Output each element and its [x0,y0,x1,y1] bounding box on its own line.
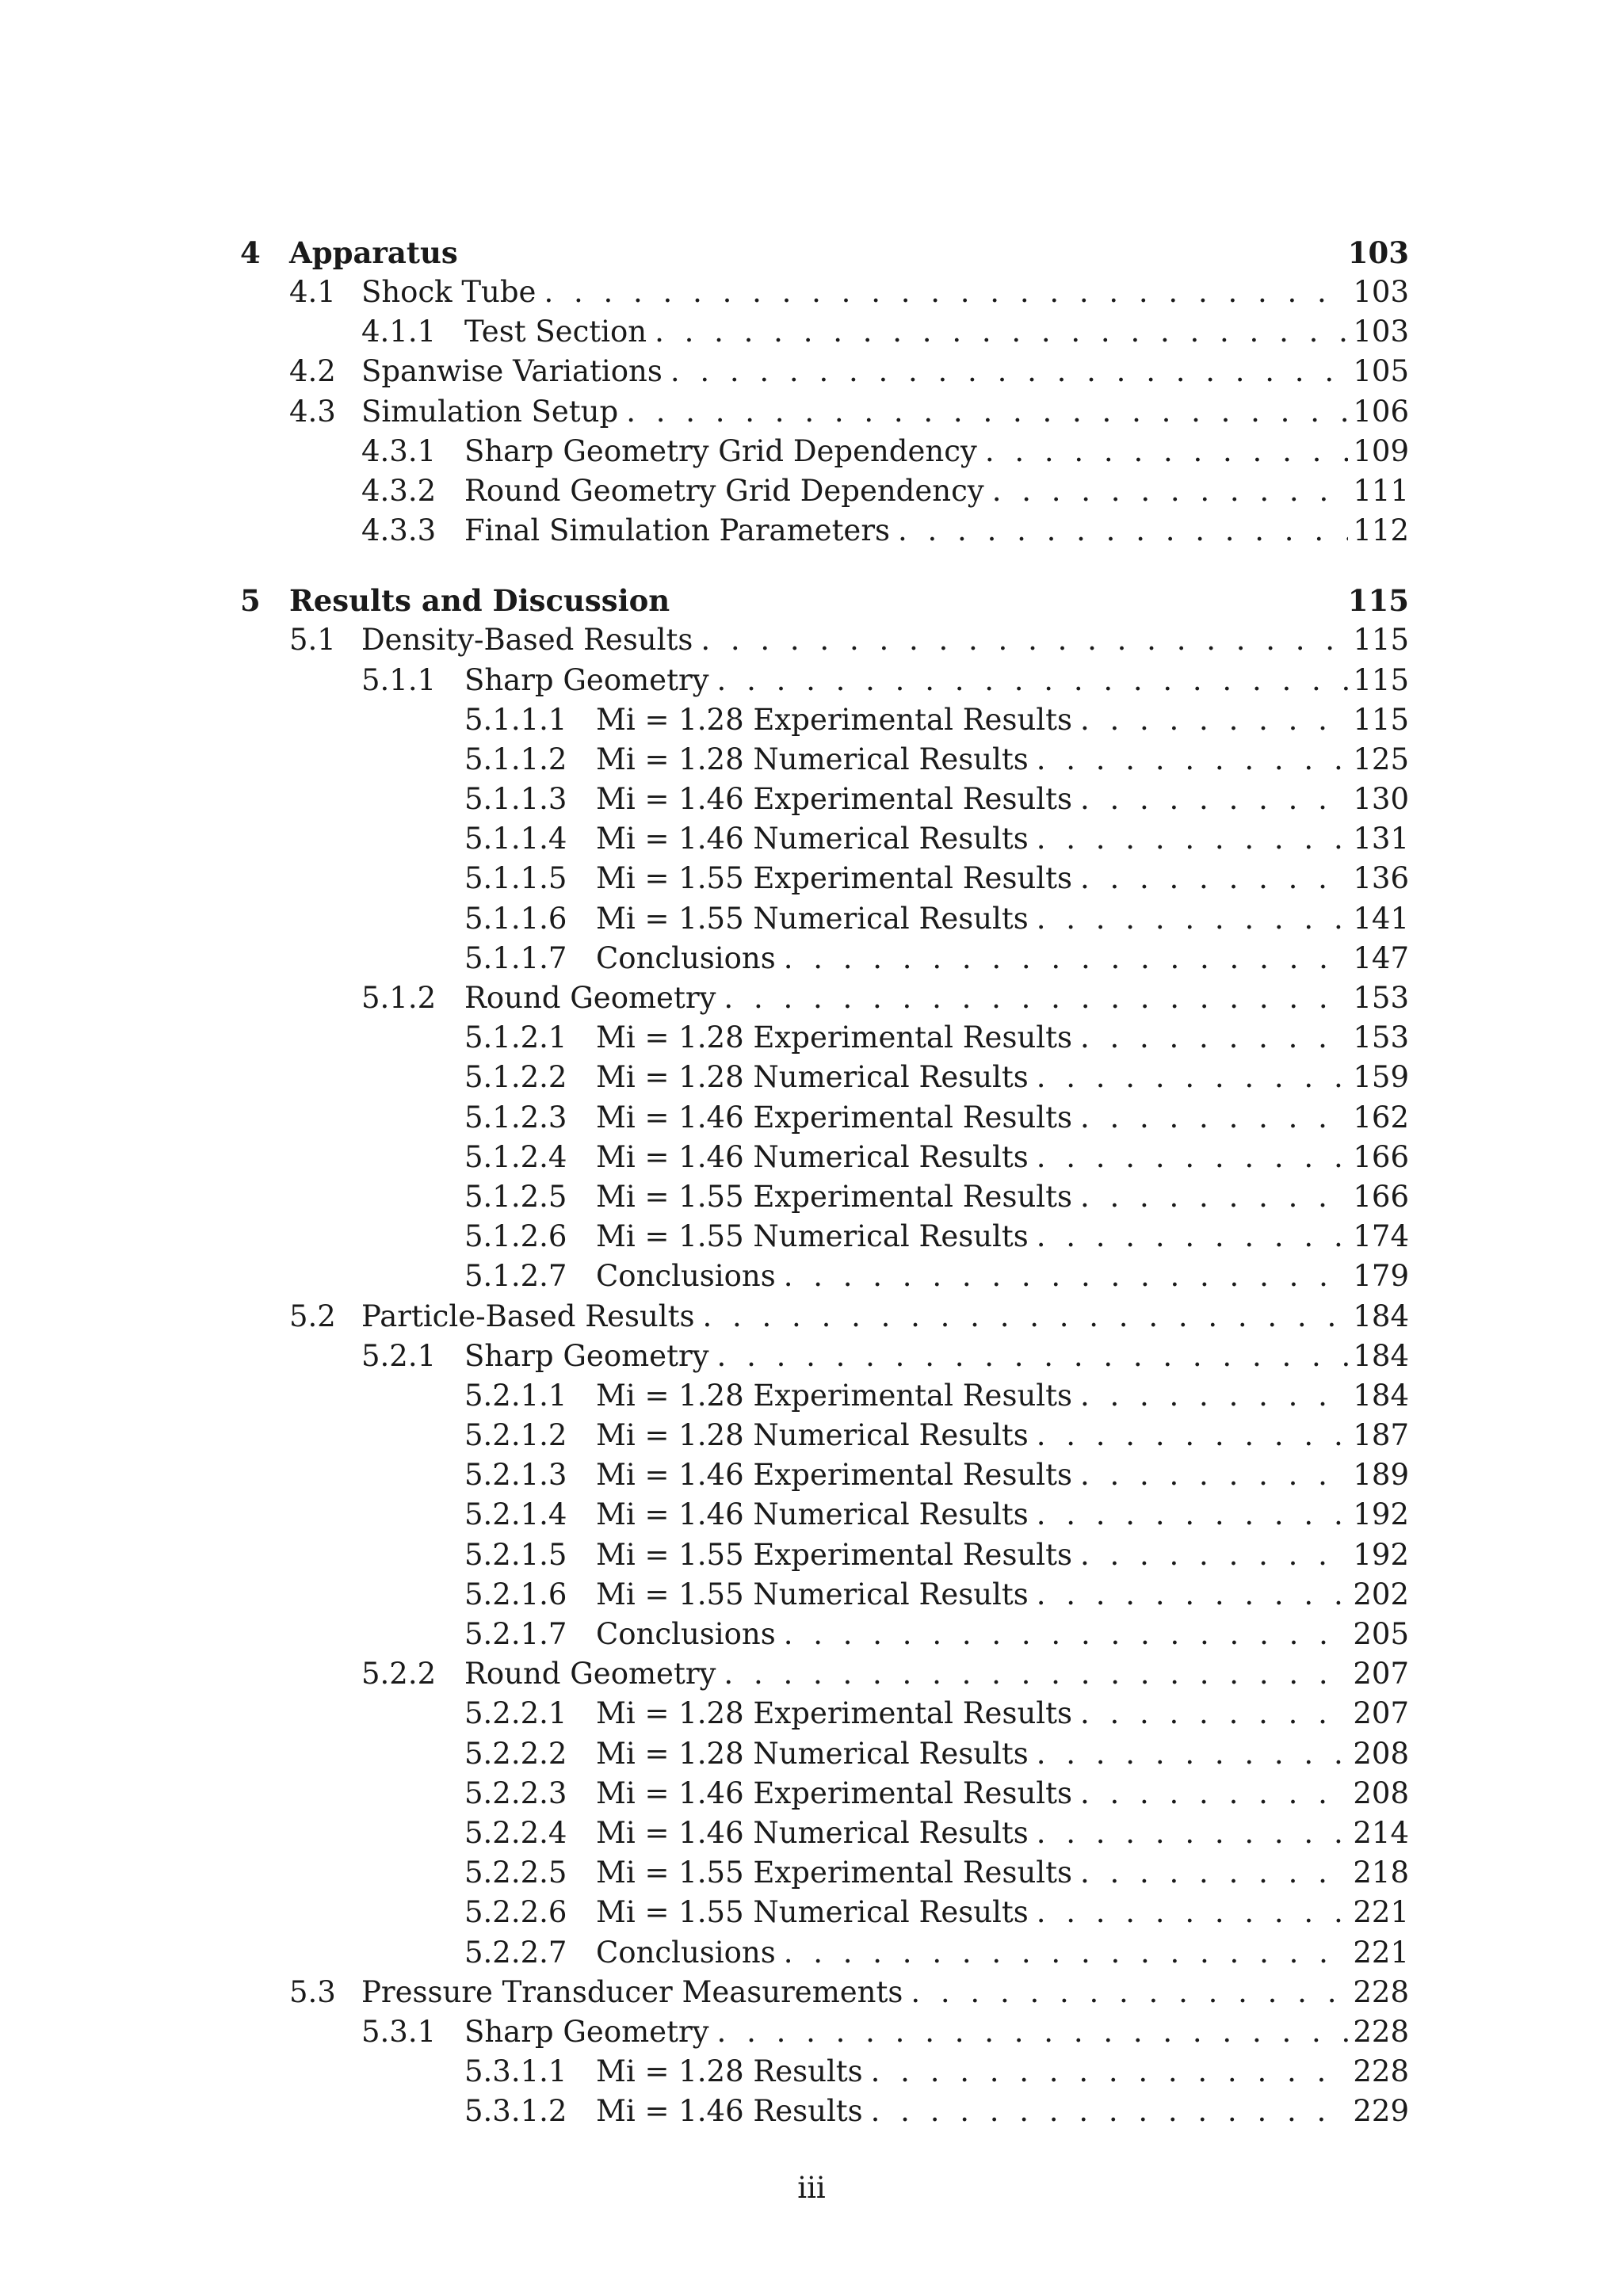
entry-page: 159 [1353,1060,1409,1095]
entry-page: 106 [1353,394,1409,429]
entry-number: 5.1.1.2 [464,742,567,776]
dot-leader [1080,1379,1348,1413]
dot-leader [702,1299,1348,1333]
entry-number: 5.1.1 [361,662,437,697]
entry-page: 202 [1353,1577,1409,1611]
entry-number: 5.2.2.5 [464,1855,567,1890]
dot-leader [544,275,1348,309]
entry-number: 5.1.2.1 [464,1020,567,1055]
entry-number: 4.3.3 [361,513,437,548]
entry-number: 5.2.2.6 [464,1895,567,1930]
dot-leader [1037,742,1349,776]
toc-entry[interactable] [240,1379,1409,1418]
dot-leader [784,1617,1349,1651]
entry-page: 105 [1353,354,1409,389]
entry-title: Mi = 1.28 Experimental Results [596,1696,1072,1731]
toc-entry[interactable] [240,1339,1409,1379]
entry-title: Mi = 1.46 Numerical Results [596,1815,1029,1850]
entry-page: 103 [1353,315,1409,349]
toc-entry[interactable] [240,703,1409,742]
toc-entry[interactable] [240,513,1409,553]
toc-entry[interactable] [240,315,1409,354]
chapter-number: 5 [240,583,261,619]
dot-leader [871,2054,1349,2088]
entry-page: 208 [1353,1775,1409,1810]
dot-leader [717,2015,1349,2049]
entry-number: 5.3.1.1 [464,2054,567,2089]
dot-leader [871,2094,1349,2128]
entry-title: Round Geometry [464,1657,716,1691]
dot-leader [724,981,1348,1015]
dot-leader [1080,1180,1348,1214]
entry-page: 218 [1353,1855,1409,1890]
entry-page: 205 [1353,1617,1409,1651]
entry-number: 5.1.2.2 [464,1060,567,1095]
toc-chapter-heading[interactable] [240,235,1409,275]
toc-entry[interactable] [240,1060,1409,1100]
entry-page: 208 [1353,1736,1409,1771]
toc-entry[interactable] [240,434,1409,474]
toc-entry[interactable] [240,1816,1409,1855]
entry-page: 207 [1353,1657,1409,1691]
entry-title: Mi = 1.28 Numerical Results [596,1736,1029,1771]
dot-leader [717,1339,1349,1373]
entry-page: 228 [1353,2014,1409,2049]
entry-title: Mi = 1.55 Experimental Results [596,1855,1072,1890]
toc-entry[interactable] [240,2094,1409,2134]
dot-leader [898,513,1348,547]
entry-page: 221 [1353,1895,1409,1930]
entry-title: Mi = 1.55 Numerical Results [596,901,1029,936]
entry-page: 221 [1353,1935,1409,1970]
toc-entry[interactable] [240,1737,1409,1776]
entry-title: Conclusions [596,1617,776,1651]
entry-page: 166 [1353,1179,1409,1214]
entry-number: 5.1.1.3 [464,782,567,817]
entry-number: 5.2.2.4 [464,1815,567,1850]
entry-page: 141 [1353,901,1409,936]
entry-number: 5.1.1.7 [464,940,567,975]
toc-entry[interactable] [240,354,1409,394]
entry-number: 5.1 [289,623,336,658]
entry-number: 5.2.1.6 [464,1577,567,1611]
entry-page: 192 [1353,1537,1409,1572]
dot-leader [1037,1737,1349,1771]
entry-page: 189 [1353,1458,1409,1493]
toc-entry[interactable] [240,1657,1409,1696]
entry-page: 153 [1353,1020,1409,1055]
dot-leader [701,623,1348,657]
toc-chapter-heading[interactable] [240,583,1409,623]
toc-entry[interactable] [240,1458,1409,1497]
entry-page: 162 [1353,1100,1409,1135]
dot-leader [784,1259,1349,1293]
dot-leader [724,1657,1348,1691]
entry-number: 4.3.2 [361,473,437,508]
chapter-title: Results and Discussion [289,583,670,619]
entry-title: Mi = 1.28 Numerical Results [596,1060,1029,1095]
page-number: iii [797,2171,826,2205]
entry-page: 166 [1353,1139,1409,1174]
entry-number: 5.3 [289,1974,336,2009]
entry-title: Round Geometry Grid Dependency [464,473,984,508]
entry-page: 153 [1353,981,1409,1015]
toc-entry[interactable] [240,1538,1409,1577]
dot-leader [1080,703,1348,737]
dot-leader [911,1975,1348,2009]
dot-leader [1037,1577,1349,1611]
entry-page: 136 [1353,861,1409,896]
toc-entry[interactable] [240,2015,1409,2054]
entry-number: 5.1.2.5 [464,1179,567,1214]
dot-leader [1080,1020,1348,1055]
entry-page: 192 [1353,1497,1409,1532]
entry-title: Test Section [464,315,647,349]
entry-number: 4.1.1 [361,315,437,349]
entry-page: 131 [1353,822,1409,856]
toc-entry[interactable] [240,623,1409,662]
entry-page: 130 [1353,782,1409,817]
entry-number: 5.2.1.4 [464,1497,567,1532]
entry-title: Round Geometry [464,981,716,1015]
entry-page: 228 [1353,2054,1409,2089]
entry-title: Sharp Geometry [464,1338,709,1373]
entry-number: 5.2.2.3 [464,1775,567,1810]
entry-title: Density-Based Results [361,623,693,658]
entry-page: 115 [1353,702,1409,737]
toc-entry[interactable] [240,981,1409,1020]
toc-entry[interactable] [240,1259,1409,1299]
dot-leader [1037,1816,1349,1850]
entry-title: Mi = 1.46 Experimental Results [596,1775,1072,1810]
entry-page: 109 [1353,433,1409,468]
entry-number: 5.2.2 [361,1657,437,1691]
entry-page: 184 [1353,1338,1409,1373]
entry-page: 112 [1353,513,1409,548]
dot-leader [784,941,1349,975]
entry-number: 5.2.2.1 [464,1696,567,1731]
entry-page: 184 [1353,1378,1409,1413]
entry-number: 5.1.2 [361,981,437,1015]
entry-number: 5.2.2.7 [464,1935,567,1970]
toc-entry[interactable] [240,1299,1409,1339]
toc-entry[interactable] [240,861,1409,901]
entry-page: 179 [1353,1259,1409,1294]
chapter-page: 103 [1347,235,1409,270]
entry-number: 5.1.2.3 [464,1100,567,1135]
dot-leader [1080,861,1348,895]
chapter-title: Apparatus [289,235,458,270]
dot-leader [1080,1776,1348,1810]
entry-title: Shock Tube [361,275,537,309]
entry-title: Mi = 1.28 Experimental Results [596,702,1072,737]
entry-page: 115 [1353,623,1409,658]
entry-number: 5.1.1.4 [464,822,567,856]
entry-number: 4.2 [289,354,336,389]
entry-title: Conclusions [596,940,776,975]
dot-leader [1037,1895,1349,1929]
entry-title: Sharp Geometry [464,662,709,697]
entry-number: 5.2 [289,1299,336,1333]
entry-page: 184 [1353,1299,1409,1333]
table-of-contents [240,235,1409,2134]
entry-title: Pressure Transducer Measurements [361,1974,903,2009]
entry-title: Mi = 1.46 Numerical Results [596,822,1029,856]
entry-title: Final Simulation Parameters [464,513,891,548]
chapter-number: 4 [240,235,261,270]
toc-entry[interactable] [240,1776,1409,1816]
entry-title: Sharp Geometry [464,2014,709,2049]
chapter-page: 115 [1347,583,1409,619]
entry-title: Mi = 1.55 Experimental Results [596,1179,1072,1214]
entry-title: Mi = 1.46 Experimental Results [596,1100,1072,1135]
toc-entry[interactable] [240,742,1409,782]
toc-entry[interactable] [240,1936,1409,1975]
dot-leader [655,315,1348,349]
toc-entry[interactable] [240,1020,1409,1060]
toc-entry[interactable] [240,1696,1409,1736]
dot-leader [1037,1219,1349,1253]
dot-leader [1037,1418,1349,1452]
dot-leader [1080,1696,1348,1730]
entry-number: 5.2.1.1 [464,1378,567,1413]
entry-title: Particle-Based Results [361,1299,695,1333]
entry-page: 229 [1353,2094,1409,2129]
entry-title: Mi = 1.55 Numerical Results [596,1219,1029,1254]
entry-number: 4.3.1 [361,433,437,468]
entry-number: 5.2.1.3 [464,1458,567,1493]
dot-leader [1037,902,1349,936]
dot-leader [1080,1100,1348,1135]
entry-page: 228 [1353,1974,1409,2009]
entry-number: 5.1.1.6 [464,901,567,936]
toc-entry[interactable] [240,474,1409,513]
entry-number: 5.2.1.2 [464,1418,567,1453]
entry-number: 5.1.1.5 [464,861,567,896]
entry-number: 5.2.2.2 [464,1736,567,1771]
dot-leader [1080,1855,1348,1890]
entry-title: Mi = 1.28 Numerical Results [596,1418,1029,1453]
entry-title: Mi = 1.28 Numerical Results [596,742,1029,776]
toc-entry[interactable] [240,902,1409,941]
entry-page: 174 [1353,1219,1409,1254]
entry-title: Mi = 1.46 Numerical Results [596,1497,1029,1532]
dot-leader [626,395,1348,429]
entry-title: Mi = 1.28 Experimental Results [596,1378,1072,1413]
entry-title: Mi = 1.28 Experimental Results [596,1020,1072,1055]
dot-leader [992,474,1349,508]
entry-number: 4.1 [289,275,336,309]
entry-number: 5.1.2.7 [464,1259,567,1294]
entry-number: 5.1.2.4 [464,1139,567,1174]
entry-number: 5.2.1.5 [464,1537,567,1572]
entry-number: 5.3.1 [361,2014,437,2049]
entry-title: Mi = 1.46 Numerical Results [596,1139,1029,1174]
entry-title: Mi = 1.46 Experimental Results [596,782,1072,817]
toc-entry[interactable] [240,663,1409,703]
dot-leader [1037,822,1349,856]
entry-page: 103 [1353,275,1409,309]
dot-leader [985,434,1349,468]
toc-entry[interactable] [240,395,1409,434]
entry-title: Conclusions [596,1259,776,1294]
entry-page: 147 [1353,940,1409,975]
dot-leader [1037,1497,1349,1531]
toc-entry[interactable] [240,1140,1409,1180]
dot-leader [1080,1458,1348,1492]
toc-entry[interactable] [240,1895,1409,1935]
entry-number: 5.2.1.7 [464,1617,567,1651]
toc-entry[interactable] [240,1577,1409,1617]
entry-page: 115 [1353,662,1409,697]
entry-number: 5.1.2.6 [464,1219,567,1254]
toc-entry[interactable] [240,782,1409,822]
toc-entry[interactable] [240,1617,1409,1657]
entry-page: 214 [1353,1815,1409,1850]
entry-number: 4.3 [289,394,336,429]
entry-title: Mi = 1.55 Experimental Results [596,1537,1072,1572]
dot-leader [1037,1060,1349,1094]
entry-page: 111 [1353,473,1409,508]
toc-entry[interactable] [240,941,1409,981]
entry-number: 5.2.1 [361,1338,437,1373]
entry-title: Mi = 1.55 Numerical Results [596,1577,1029,1611]
dot-leader [670,354,1349,388]
entry-title: Mi = 1.28 Results [596,2054,863,2089]
entry-title: Simulation Setup [361,394,619,429]
entry-title: Spanwise Variations [361,354,663,389]
toc-entry[interactable] [240,1975,1409,2015]
toc-entry[interactable] [240,275,1409,315]
toc-entry[interactable] [240,1180,1409,1219]
toc-entry[interactable] [240,1418,1409,1458]
dot-leader [784,1936,1349,1970]
entry-title: Mi = 1.55 Numerical Results [596,1895,1029,1930]
entry-page: 187 [1353,1418,1409,1453]
entry-title: Conclusions [596,1935,776,1970]
toc-entry[interactable] [240,1497,1409,1537]
toc-entry[interactable] [240,1219,1409,1259]
entry-number: 5.3.1.2 [464,2094,567,2129]
dot-leader [1080,1538,1348,1572]
toc-entry[interactable] [240,1855,1409,1895]
entry-title: Mi = 1.46 Results [596,2094,863,2129]
toc-entry[interactable] [240,2054,1409,2094]
toc-entry[interactable] [240,822,1409,861]
entry-title: Mi = 1.55 Experimental Results [596,861,1072,896]
toc-entry[interactable] [240,1100,1409,1140]
entry-title: Sharp Geometry Grid Dependency [464,433,977,468]
entry-page: 125 [1353,742,1409,776]
entry-number: 5.1.1.1 [464,702,567,737]
dot-leader [717,663,1349,697]
entry-title: Mi = 1.46 Experimental Results [596,1458,1072,1493]
entry-page: 207 [1353,1696,1409,1731]
dot-leader [1037,1140,1349,1174]
dot-leader [1080,782,1348,816]
